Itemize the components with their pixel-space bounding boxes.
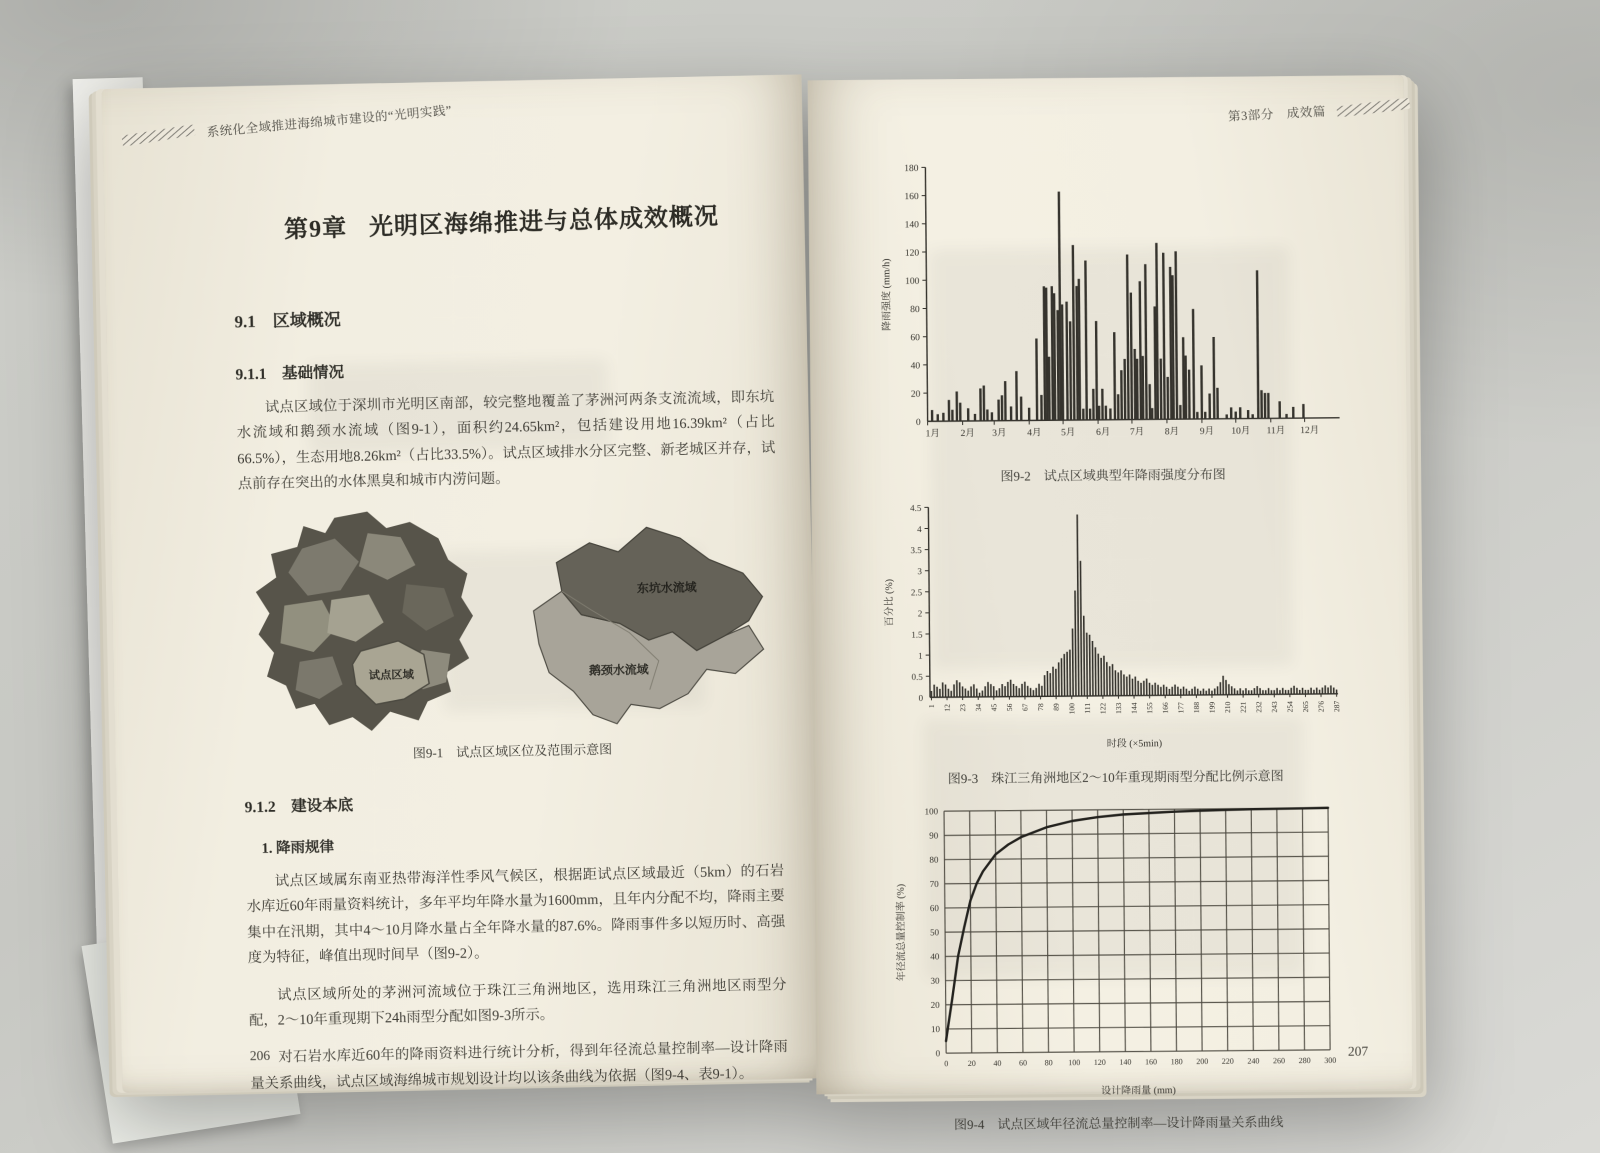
- open-book: [106, 58, 1419, 1133]
- svg-text:265: 265: [1300, 701, 1311, 713]
- svg-text:60: 60: [1018, 1058, 1028, 1068]
- svg-text:300: 300: [1324, 1055, 1337, 1065]
- svg-text:10: 10: [930, 1024, 940, 1035]
- svg-text:1.5: 1.5: [911, 629, 923, 640]
- section-9-1-heading: 9.1 区域概况: [234, 310, 341, 332]
- map-satellite-test-area: [244, 507, 485, 738]
- right-page-number: 207: [1347, 1043, 1369, 1059]
- svg-text:20: 20: [967, 1058, 976, 1069]
- svg-text:0: 0: [915, 417, 921, 428]
- svg-text:144: 144: [1129, 702, 1139, 714]
- chart-rainfall-intensity: [875, 152, 1348, 454]
- svg-text:180: 180: [1170, 1057, 1183, 1067]
- svg-text:5月: 5月: [1061, 428, 1076, 439]
- svg-text:67: 67: [1020, 703, 1030, 712]
- svg-text:180: 180: [904, 163, 919, 175]
- chapter-number: 第9章: [283, 215, 348, 244]
- right-running-header: [1228, 97, 1412, 125]
- svg-text:2月: 2月: [960, 428, 975, 440]
- svg-text:210: 210: [1223, 701, 1233, 714]
- svg-text:8月: 8月: [1164, 427, 1180, 438]
- svg-text:260: 260: [1272, 1056, 1286, 1066]
- svg-text:89: 89: [1051, 703, 1061, 711]
- svg-text:50: 50: [930, 927, 940, 938]
- svg-text:0.5: 0.5: [911, 671, 923, 682]
- section-9-1-2-heading: 9.1.2 建设本底: [244, 796, 354, 817]
- svg-text:20: 20: [910, 389, 921, 400]
- svg-text:0: 0: [944, 1059, 949, 1069]
- figure-9-3-caption: 图9-3 珠江三角洲地区2～10年重现期雨型分配比例示意图: [947, 768, 1284, 787]
- svg-text:100: 100: [1068, 1058, 1081, 1068]
- svg-text:100: 100: [1067, 703, 1077, 715]
- figure-9-1: [238, 501, 781, 765]
- svg-text:45: 45: [989, 703, 999, 712]
- section-9-1-1-heading: 9.1.1 基础情况: [235, 364, 345, 384]
- svg-text:降雨强度 (mm/h): 降雨强度 (mm/h): [881, 258, 893, 331]
- svg-text:177: 177: [1176, 702, 1186, 714]
- figure-9-2-block: [872, 152, 1351, 486]
- svg-text:254: 254: [1285, 701, 1295, 713]
- svg-text:160: 160: [1144, 1057, 1158, 1067]
- map-gooseneck-label: 鹅颈水流域: [588, 662, 649, 678]
- figure-9-3-block: [875, 496, 1353, 788]
- svg-text:232: 232: [1254, 701, 1264, 713]
- svg-text:3: 3: [917, 566, 922, 577]
- right-running-header-text: 第3部分 成效篇: [1227, 104, 1327, 124]
- svg-text:111: 111: [1082, 702, 1092, 714]
- figure-9-1-caption: 图9-1 试点区域区位及范围示意图: [412, 741, 613, 761]
- right-page: [808, 75, 1413, 1133]
- left-page: [102, 74, 823, 1092]
- left-running-header-text: 系统化全域推进海绵城市建设的“光明实践”: [206, 103, 453, 140]
- svg-text:年径流总量控制率 (%): 年径流总量控制率 (%): [895, 883, 908, 982]
- svg-text:6月: 6月: [1096, 427, 1111, 438]
- svg-text:166: 166: [1160, 702, 1170, 714]
- svg-text:80: 80: [910, 305, 920, 316]
- header-ornament-hatch: [1335, 98, 1412, 118]
- svg-text:3月: 3月: [992, 428, 1007, 439]
- svg-text:120: 120: [904, 248, 920, 259]
- svg-text:2.5: 2.5: [910, 587, 923, 598]
- left-page-number: 206: [249, 1047, 271, 1064]
- svg-text:80: 80: [929, 854, 939, 865]
- svg-text:240: 240: [1247, 1056, 1260, 1066]
- svg-text:1: 1: [927, 704, 937, 709]
- svg-text:80: 80: [1044, 1058, 1053, 1068]
- paragraph-statistics-analysis: 对石岩水库近60年的降雨资料进行统计分析，得到年径流总量控制率—设计降雨量关系曲线，试点区域海绵城市规划设计均以该条曲线为依据（图9-4、表9-1）。: [250, 1039, 788, 1093]
- svg-text:1月: 1月: [925, 429, 940, 440]
- svg-text:30: 30: [930, 975, 940, 986]
- paragraph-basic-situation: 试点区域位于深圳市光明区南部，较完整地覆盖了茅洲河两条支流流域，即东坑水流域和鹅颈水流域（图9-1），面积约24.65km²，包括建设用地16.39km²（占比66.5%），生态用地8.26km²（占比33.5%）。试点区域排水分区完整、新老城区并存，试点前存在突出的水体黑臭和城市内涝问题。: [236, 389, 776, 493]
- chart-rain-type-distribution: [878, 496, 1350, 756]
- map-watersheds: [503, 515, 775, 733]
- svg-text:34: 34: [973, 703, 983, 712]
- svg-text:60: 60: [910, 333, 920, 344]
- svg-text:199: 199: [1207, 701, 1217, 714]
- svg-text:23: 23: [958, 703, 968, 712]
- svg-text:188: 188: [1191, 701, 1202, 714]
- svg-text:287: 287: [1332, 700, 1342, 713]
- figure-9-1-maps: [238, 501, 781, 738]
- svg-text:时段 (×5min): 时段 (×5min): [1106, 738, 1163, 750]
- svg-text:200: 200: [1196, 1056, 1209, 1067]
- svg-text:276: 276: [1316, 700, 1326, 713]
- subsection-rainfall-heading: 1. 降雨规律: [261, 839, 335, 857]
- svg-text:40: 40: [930, 951, 940, 962]
- svg-text:221: 221: [1238, 701, 1248, 713]
- svg-text:70: 70: [929, 878, 939, 889]
- svg-text:90: 90: [929, 830, 939, 841]
- svg-text:20: 20: [930, 999, 940, 1010]
- svg-text:100: 100: [905, 276, 920, 287]
- figure-9-4-caption: 图9-4 试点区域年径流总量控制率—设计降雨量关系曲线: [954, 1114, 1284, 1133]
- chapter-title: [232, 194, 771, 246]
- chart-runoff-control-curve: [890, 798, 1345, 1102]
- svg-text:56: 56: [1004, 703, 1014, 712]
- svg-text:243: 243: [1269, 701, 1279, 713]
- svg-text:11月: 11月: [1266, 426, 1286, 437]
- svg-text:140: 140: [904, 220, 919, 231]
- svg-text:4月: 4月: [1027, 428, 1042, 439]
- svg-text:155: 155: [1145, 702, 1155, 714]
- svg-text:9月: 9月: [1199, 426, 1215, 437]
- svg-text:百分比 (%): 百分比 (%): [884, 578, 896, 627]
- paragraph-rainfall-pattern: 试点区域属东南亚热带海洋性季风气候区，根据距试点区域最近（5km）的石岩水库近60年雨量资料统计，多年平均年降水量为1600mm，且年内分配不均，降雨主要集中在汛期，其中4～10月降水量占全年降水量的87.6%。降雨事件多以短历时、高强度为特征，峰值出现时间早（图9-2）。: [246, 862, 786, 967]
- left-running-header: [120, 100, 452, 148]
- svg-text:12: 12: [942, 704, 952, 712]
- svg-text:140: 140: [1119, 1057, 1132, 1067]
- svg-text:78: 78: [1036, 703, 1046, 711]
- svg-text:40: 40: [910, 361, 921, 372]
- map-dongkeng-label: 东坑水流域: [636, 579, 697, 596]
- svg-text:4: 4: [917, 524, 922, 535]
- svg-text:0: 0: [918, 692, 924, 703]
- svg-text:3.5: 3.5: [910, 545, 922, 556]
- svg-text:100: 100: [924, 806, 939, 817]
- svg-text:220: 220: [1221, 1056, 1234, 1066]
- figure-9-4-block: [878, 798, 1357, 1134]
- header-ornament-hatch: [120, 124, 197, 147]
- svg-text:10月: 10月: [1231, 426, 1251, 437]
- figure-9-2-caption: 图9-2 试点区域典型年降雨强度分布图: [1000, 466, 1226, 484]
- svg-text:133: 133: [1114, 702, 1124, 714]
- svg-text:1: 1: [918, 650, 923, 661]
- svg-text:40: 40: [993, 1058, 1002, 1068]
- svg-text:7月: 7月: [1129, 427, 1145, 438]
- svg-text:160: 160: [904, 192, 919, 203]
- map-test-area-label: 试点区域: [368, 668, 415, 682]
- chapter-name: 光明区海绵推进与总体成效概况: [368, 203, 720, 241]
- svg-text:122: 122: [1098, 702, 1108, 715]
- svg-text:12月: 12月: [1300, 425, 1320, 437]
- svg-text:设计降雨量 (mm): 设计降雨量 (mm): [1101, 1085, 1176, 1097]
- svg-text:4.5: 4.5: [910, 502, 922, 513]
- svg-text:280: 280: [1298, 1056, 1311, 1066]
- paragraph-rain-type: 试点区域所处的茅洲河流域位于珠江三角洲地区，选用珠江三角洲地区雨型分配，2～10年重现期下24h雨型分配如图9-3所示。: [248, 976, 787, 1030]
- svg-text:120: 120: [1093, 1057, 1106, 1067]
- svg-text:60: 60: [929, 903, 939, 914]
- svg-text:2: 2: [917, 608, 923, 619]
- svg-text:0: 0: [935, 1048, 941, 1059]
